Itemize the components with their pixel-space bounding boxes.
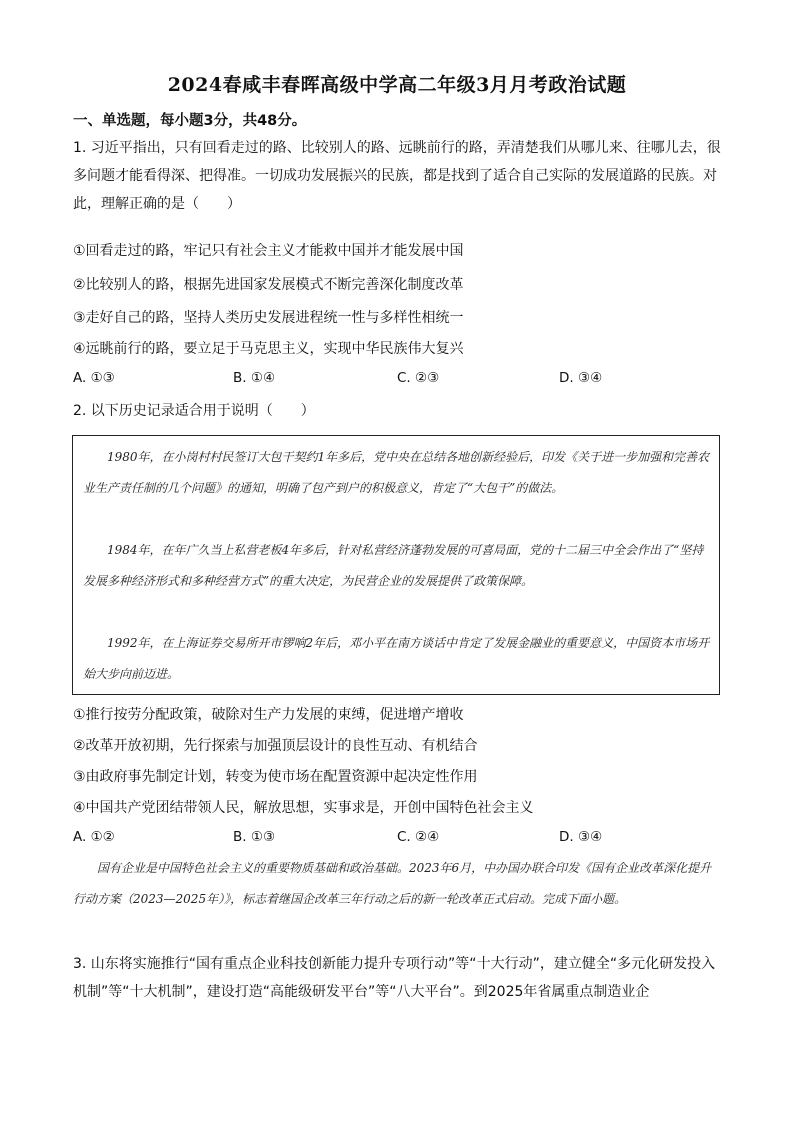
- section-heading: 一、单选题，每小题3分，共48分。: [73, 113, 307, 129]
- q1-option-d[interactable]: D. ③④: [559, 370, 603, 386]
- q2-material-1984: 1984年，在年广久当上私营老板4年多后，针对私营经济蓬勃发展的可喜局面，党的十二届三中全会作出了“坚持发展多种经济形式和多种经营方式”的重大决定，为民营企业的发展提供了政策保障。: [83, 543, 704, 588]
- q1-statement-4: ④远眺前行的路，要立足于马克思主义，实现中华民族伟大复兴: [73, 341, 464, 357]
- q2-material-1992: 1992年，在上海证券交易所开市锣响2年后，邓小平在南方谈话中肯定了发展金融业的重要意义，中国资本市场开始大步向前迈进。: [83, 636, 710, 681]
- q1-option-a[interactable]: A. ①③: [73, 370, 115, 386]
- q2-statement-2: ②改革开放初期，先行探索与加强顶层设计的良性互动、有机结合: [73, 738, 478, 754]
- q2-stem: 2. 以下历史记录适合用于说明（ ）: [73, 403, 315, 419]
- q2-statement-4: ④中国共产党团结带领人民，解放思想，实事求是，开创中国特色社会主义: [73, 800, 534, 816]
- q1-statement-3: ③走好自己的路，坚持人类历史发展进程统一性与多样性相统一: [73, 310, 464, 326]
- q2-statement-1: ①推行按劳分配政策，破除对生产力发展的束缚，促进增产增收: [73, 707, 464, 723]
- q2-option-d[interactable]: D. ③④: [559, 829, 603, 845]
- q1-stem: 1. 习近平指出，只有回看走过的路、比较别人的路、远眺前行的路，弄清楚我们从哪儿来、往哪儿去，很多问题才能看得深、把得准。一切成功发展振兴的民族，都是找到了适合自己实际的发展道路的民族。对此，理解正确的是（ ）: [73, 140, 721, 212]
- q1-option-c[interactable]: C. ②③: [397, 370, 440, 386]
- q1-statement-1: ①回看走过的路，牢记只有社会主义才能救中国并才能发展中国: [73, 243, 464, 259]
- intro-material: 国有企业是中国特色社会主义的重要物质基础和政治基础。2023年6月，中办国办联合印发《国有企业改革深化提升行动方案（2023—2025年）》，标志着继国企改革三年行动之后的新一轮改革正式启动。完成下面小题。: [73, 861, 712, 906]
- q1-statement-2: ②比较别人的路，根据先进国家发展模式不断完善深化制度改革: [73, 277, 464, 293]
- page-title: 2024春咸丰春晖高级中学高二年级3月月考政治试题: [167, 74, 627, 96]
- q2-option-c[interactable]: C. ②④: [397, 829, 440, 845]
- q2-option-b[interactable]: B. ①③: [233, 829, 276, 845]
- q1-option-b[interactable]: B. ①④: [233, 370, 276, 386]
- q2-option-a[interactable]: A. ①②: [73, 829, 115, 845]
- q2-material-1980: 1980年，在小岗村村民签订大包干契约1年多后，党中央在总结各地创新经验后，印发《关于进一步加强和完善农业生产责任制的几个问题》的通知，明确了包产到户的积极意义，肯定了“大包干”的做法。: [83, 450, 710, 495]
- q2-material-box: [72, 435, 720, 695]
- q2-statement-3: ③由政府事先制定计划，转变为使市场在配置资源中起决定性作用: [73, 769, 478, 785]
- q3-stem: 3. 山东将实施推行“国有重点企业科技创新能力提升专项行动”等“十大行动”，建立健全“多元化研发投入机制”等“十大机制”，建设打造“高能级研发平台”等“八大平台”。到2025年省属重点制造业企: [73, 956, 716, 1000]
